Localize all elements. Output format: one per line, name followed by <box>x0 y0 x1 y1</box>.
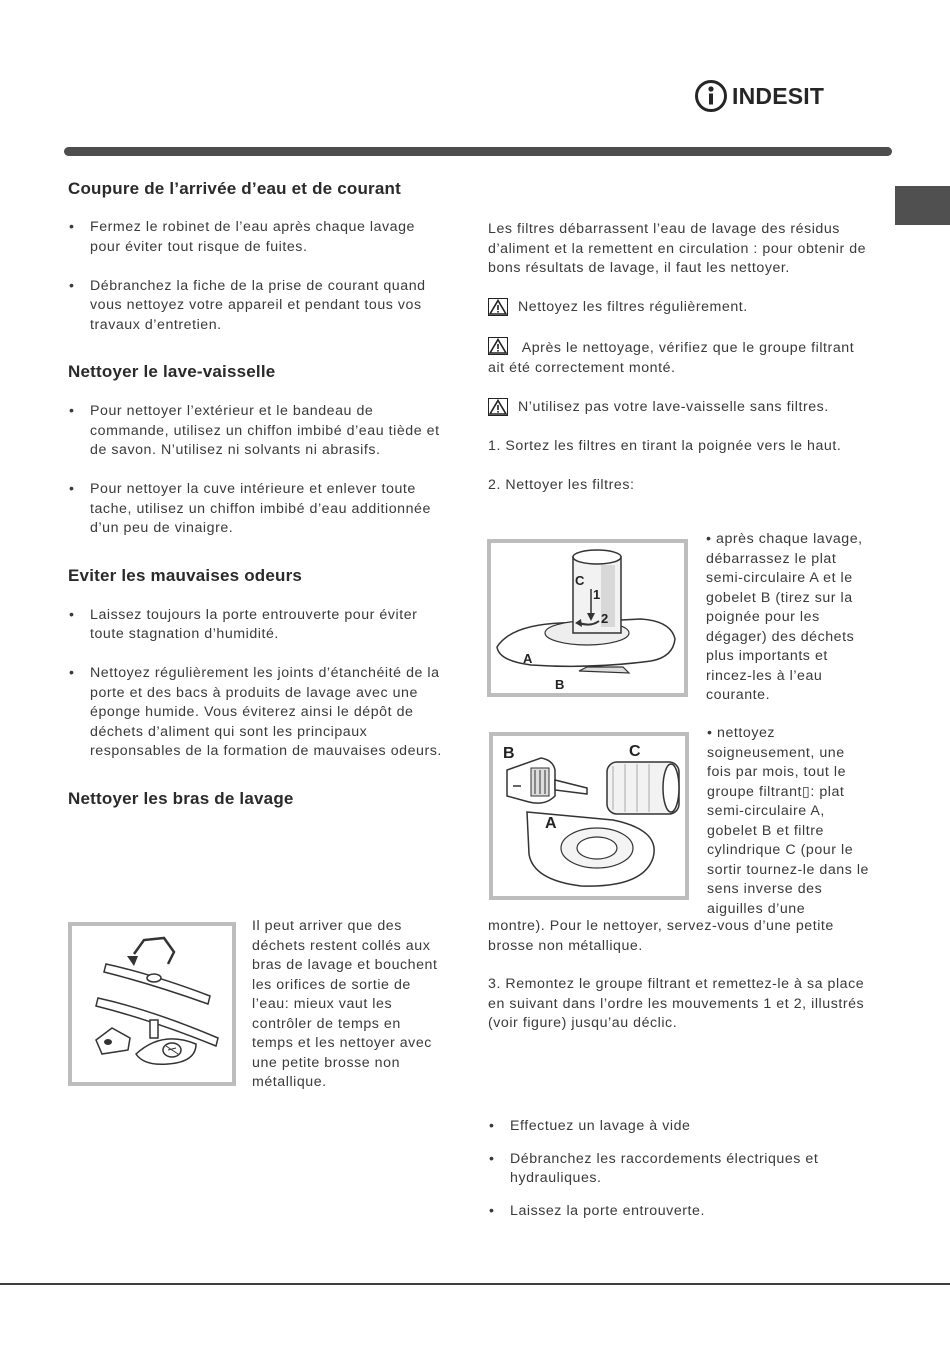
warning-text: Nettoyez les filtres régulièrement. <box>518 299 748 315</box>
spray-arms-illustration <box>72 926 232 1082</box>
final-list <box>488 1117 868 1221</box>
fig2-label-b: B <box>503 745 516 762</box>
language-tab <box>895 186 950 225</box>
heading-odours: Eviter les mauvaises odeurs <box>68 565 303 585</box>
step-1: 1. Sortez les filtres en tirant la poignée vers le haut. <box>488 437 842 454</box>
list-item: • Nettoyez régulièrement les joints d’étanchéité de la porte et des bacs à produits de lavage avec une éponge humide. Vous éviterez ainsi le dépôt de déchets d’aliment qui sont les principaux responsables de la formation de mauvaises odeurs. <box>68 664 446 762</box>
list-water-power <box>68 218 446 335</box>
heading-water-power: Coupure de l’arrivée d’eau et de courant <box>68 179 401 198</box>
filter-parts-illustration <box>493 736 685 896</box>
filter-figure2-text-end: montre). Pour le nettoyer, servez-vous d’une petite brosse non métallique. <box>488 918 834 954</box>
list-odours <box>68 606 446 762</box>
heading-clean-dishwasher: Nettoyer le lave-vaisselle <box>68 362 276 381</box>
fig1-label-b: B <box>555 677 565 692</box>
filters-intro: Les filtres débarrassent l’eau de lavage des résidus d’aliment et la remettent en circulation : pour obtenir de bons résultats de lavage, il faut les nettoyer. <box>488 221 867 276</box>
fig2-label-a: A <box>545 815 558 832</box>
fig1-label-a: A <box>523 651 533 666</box>
brand-name: INDESIT <box>732 82 825 109</box>
step-2: 2. Nettoyer les filtres: <box>488 476 635 493</box>
warning-2 <box>488 337 868 378</box>
fig2-label-c: C <box>629 743 642 760</box>
filter-parts-figure <box>489 732 689 900</box>
warning-icon <box>488 298 508 316</box>
list-item: • Laissez toujours la porte entrouverte pour éviter toute stagnation d’humidité. <box>68 606 446 645</box>
list-item: • Débranchez la fiche de la prise de courant quand vous nettoyez votre appareil et pendant tous vos travaux d’entretien. <box>68 277 446 336</box>
filter-figure2-text: • nettoyez soigneusement, une fois par mois, tout le groupe filtrant▯: plat semi-circulaire A, gobelet B et filtre cylindrique C (pour le sortir tournez-le dans le sens inverse des aiguilles d’une <box>707 725 869 917</box>
fig1-label-1: 1 <box>593 587 601 602</box>
filter-assembly-illustration <box>491 543 684 693</box>
spray-arms-text: Il peut arriver que des déchets restent collés aux bras de lavage et bouchent les orifices de sortie de l’eau: mieux vaut les contrôler de temps en temps et les nettoyer avec une petite brosse non métallique. <box>252 918 438 1090</box>
top-rule <box>64 147 892 156</box>
list-item: • Effectuez un lavage à vide <box>488 1117 868 1137</box>
step-3: 3. Remontez le groupe filtrant et remettez-le à sa place en suivant dans l’ordre les mouvements 1 et 2, illustrés (voir figure) jusqu’au déclic. <box>488 976 865 1031</box>
left-column <box>68 178 446 809</box>
bottom-rule <box>0 1283 950 1285</box>
list-item: • Pour nettoyer la cuve intérieure et enlever toute tache, utilisez un chiffon imbibé d’eau additionnée d’un peu de vinaigre. <box>68 480 446 539</box>
warning-1 <box>488 298 868 318</box>
warning-icon <box>488 398 508 416</box>
warning-text: Après le nettoyage, vérifiez que le groupe filtrant ait été correctement monté. <box>488 340 855 376</box>
fig1-label-2: 2 <box>601 611 609 626</box>
list-item: • Pour nettoyer l’extérieur et le bandeau de commande, utilisez un chiffon imbibé d’eau tiède et de savon. N’utilisez ni solvants ni abrasifs. <box>68 402 446 461</box>
filter-figure1-text: • après chaque lavage, débarrassez le plat semi-circulaire A et le gobelet B (tirez sur la poignée pour les dégager) des déchets plus importants et rincez-les à l’eau courante. <box>706 531 863 703</box>
list-item: • Débranchez les raccordements électriques et hydrauliques. <box>488 1150 868 1189</box>
heading-spray-arms: Nettoyer les bras de lavage <box>68 788 294 808</box>
fig1-label-c: C <box>575 573 585 588</box>
brand-logo <box>694 78 844 114</box>
list-clean-dishwasher <box>68 402 446 539</box>
warning-text: N’utilisez pas votre lave-vaisselle sans filtres. <box>518 398 829 415</box>
indesit-logo-icon <box>694 79 728 113</box>
list-item: • Fermez le robinet de l’eau après chaque lavage pour éviter tout risque de fuites. <box>68 218 446 257</box>
right-column <box>488 220 868 495</box>
list-item: • Laissez la porte entrouverte. <box>488 1202 868 1222</box>
warning-3 <box>488 398 868 418</box>
warning-icon <box>488 337 508 355</box>
spray-arms-figure <box>68 922 236 1086</box>
filter-assembly-figure <box>487 539 688 697</box>
